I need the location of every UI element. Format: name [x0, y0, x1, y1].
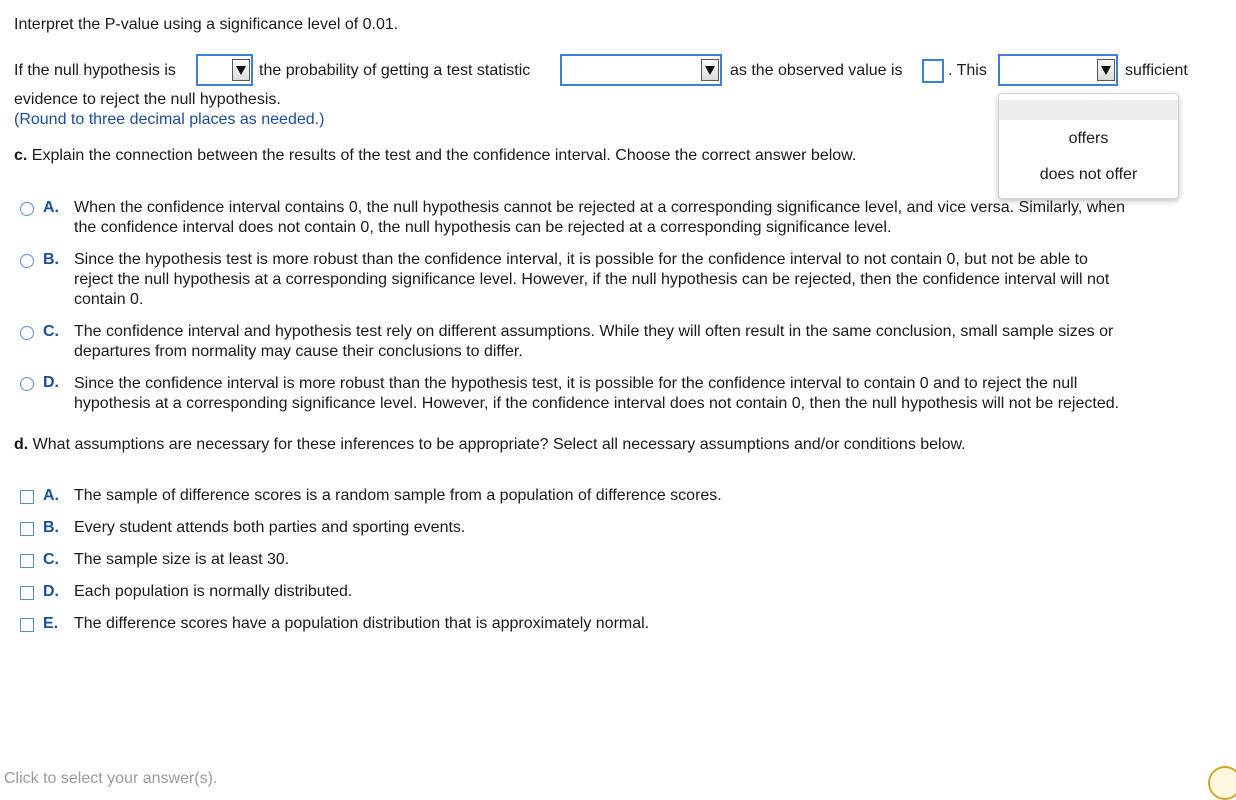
option-c-line-1: The confidence interval and hypothesis test rely on different assumptions. While they will often result in the same conclusion, small sample sizes or: [74, 323, 1114, 340]
null-hypothesis-dropdown[interactable]: [196, 54, 253, 86]
prompt-text: Interpret the P-value using a significance level of 0.01.: [14, 16, 399, 33]
part-c-question: [14, 147, 856, 165]
footer-instruction: Click to select your answer(s).: [4, 770, 218, 787]
option-letter: C.: [43, 323, 59, 340]
checkbox[interactable]: [20, 522, 34, 536]
dropdown-arrow-icon[interactable]: [701, 59, 719, 81]
option-a-line-1: When the confidence interval contains 0, the null hypothesis cannot be rejected at a corresponding significance level, and vice versa. Similarly, when: [74, 199, 1125, 216]
option-b-line-3: contain 0.: [74, 291, 144, 308]
sentence-part-1: If the null hypothesis is: [14, 62, 176, 79]
menu-option-does-not-offer[interactable]: does not offer: [1039, 166, 1138, 183]
option-a-line-2: the confidence interval does not contain 0, the null hypothesis can be rejected at a corresponding significance level.: [74, 219, 892, 236]
sentence-part-3: as the observed value is: [730, 62, 903, 79]
option-text: The sample of difference scores is a random sample from a population of difference scores.: [74, 487, 722, 504]
option-letter: A.: [43, 487, 59, 504]
test-statistic-dropdown[interactable]: [560, 54, 722, 86]
option-b-line-1: Since the hypothesis test is more robust than the confidence interval, it is possible for the confidence interval to not contain 0, but not be able to: [74, 251, 1088, 268]
option-letter: E.: [43, 615, 59, 632]
evidence-dropdown[interactable]: [998, 54, 1118, 86]
option-letter: D.: [43, 583, 59, 600]
option-letter: B.: [43, 251, 59, 268]
option-text: Every student attends both parties and sporting events.: [74, 519, 466, 536]
radio-button[interactable]: [20, 326, 34, 340]
checkbox[interactable]: [20, 586, 34, 600]
sentence-part-2: the probability of getting a test statistic: [259, 62, 531, 79]
part-d-question-text: What assumptions are necessary for these inferences to be appropriate? Select all necessary assumptions and/or conditions below.: [32, 436, 966, 453]
sentence-line-2: evidence to reject the null hypothesis.: [14, 91, 281, 108]
part-c-question-text: Explain the connection between the results of the test and the confidence interval. Choose the correct answer below.: [31, 147, 857, 164]
option-d-line-1: Since the confidence interval is more robust than the hypothesis test, it is possible for the confidence interval to contain 0 and to reject the null: [74, 375, 1078, 392]
part-c-label: c.: [14, 147, 28, 164]
sentence-part-4: . This: [948, 62, 987, 79]
round-note: (Round to three decimal places as needed.): [14, 111, 325, 128]
dropdown-arrow-icon[interactable]: [232, 59, 250, 81]
radio-button[interactable]: [20, 254, 34, 268]
radio-button[interactable]: [20, 202, 34, 216]
radio-button[interactable]: [20, 377, 34, 391]
option-d-line-2: hypothesis at a corresponding significance level. However, if the confidence interval does not contain 0, then the null hypothesis will not be rejected.: [74, 395, 1120, 412]
sentence-part-5: sufficient: [1125, 62, 1188, 79]
menu-option-offers[interactable]: offers: [1068, 130, 1109, 147]
option-text: The sample size is at least 30.: [74, 551, 290, 568]
option-letter: A.: [43, 199, 59, 216]
checkbox[interactable]: [20, 490, 34, 504]
evidence-dropdown-menu: [998, 93, 1179, 199]
help-icon[interactable]: [1208, 766, 1236, 800]
part-d-label: d.: [14, 436, 29, 453]
checkbox[interactable]: [20, 554, 34, 568]
option-c-line-2: departures from normality may cause their conclusions to differ.: [74, 343, 523, 360]
option-text: The difference scores have a population distribution that is approximately normal.: [74, 615, 650, 632]
dropdown-arrow-icon[interactable]: [1097, 59, 1115, 81]
part-d-question: [14, 436, 966, 454]
option-text: Each population is normally distributed.: [74, 583, 353, 600]
p-value-input[interactable]: [922, 59, 944, 83]
option-letter: B.: [43, 519, 59, 536]
option-letter: D.: [43, 374, 59, 391]
option-b-line-2: reject the null hypothesis at a corresponding significance level. However, if the null hypothesis can be rejected, then the confidence interval will not: [74, 271, 1110, 288]
menu-blank-option[interactable]: [999, 100, 1178, 120]
checkbox[interactable]: [20, 618, 34, 632]
option-letter: C.: [43, 551, 59, 568]
